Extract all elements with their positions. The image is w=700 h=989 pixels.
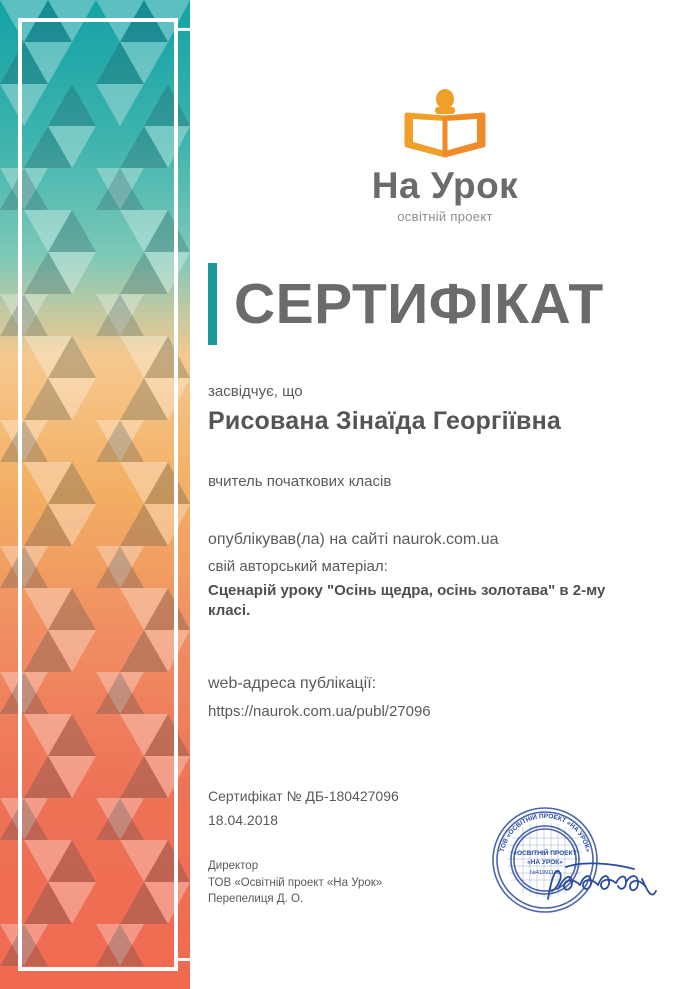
handwritten-signature — [542, 855, 662, 910]
title-accent-bar — [208, 263, 217, 345]
certificate-title-row — [208, 263, 604, 345]
graduation-book-icon — [399, 85, 491, 163]
stamp-inner-line-2: «НА УРОК» — [527, 859, 563, 866]
signatory-position: Директор — [208, 860, 259, 872]
web-address-url[interactable]: https://naurok.com.ua/publ/27096 — [208, 703, 431, 720]
decorative-white-frame — [18, 18, 178, 971]
recipient-name: Рисована Зінаїда Георгіївна — [208, 407, 561, 435]
certificate-content — [190, 0, 700, 989]
signatory-block — [208, 858, 382, 908]
stamp-inner-line-3: №41991148 — [530, 870, 560, 876]
stamp-inner-line-1: «ОСВІТНІЙ ПРОЕКТ — [513, 850, 577, 857]
signatory-name: Перепелиця Д. О. — [208, 893, 304, 906]
page-title: СЕРТИФІКАТ — [234, 271, 604, 336]
published-line: опублікував(ла) на сайті naurok.com.ua — [208, 531, 499, 548]
logo-brand-text: На Урок — [371, 165, 519, 206]
certificate-number: Сертифікат № ДБ-180427096 — [208, 788, 399, 804]
web-address-label: web-адреса публікації: — [208, 675, 377, 692]
logo-tagline: освітній проект — [397, 208, 493, 224]
signatory-organization: ТОВ «Освітній проект «На Урок» — [208, 876, 383, 889]
svg-text:ТОВ «ОСВІТНІЙ ПРОЕКТ «НА УРОК»: ТОВ «ОСВІТНІЙ ПРОЕКТ «НА УРОК» — [498, 812, 592, 853]
material-label: свій авторський матеріал: — [208, 558, 388, 575]
recipient-role: вчитель початкових класів — [208, 473, 392, 490]
logo-block — [190, 85, 700, 224]
material-title: Сценарій уроку "Осінь щедра, осінь золотава" в 2-му класі. — [208, 582, 606, 620]
issue-date: 18.04.2018 — [208, 812, 279, 828]
certifies-label: засвідчує, що — [208, 383, 303, 400]
decorative-triangle-band — [0, 0, 190, 989]
